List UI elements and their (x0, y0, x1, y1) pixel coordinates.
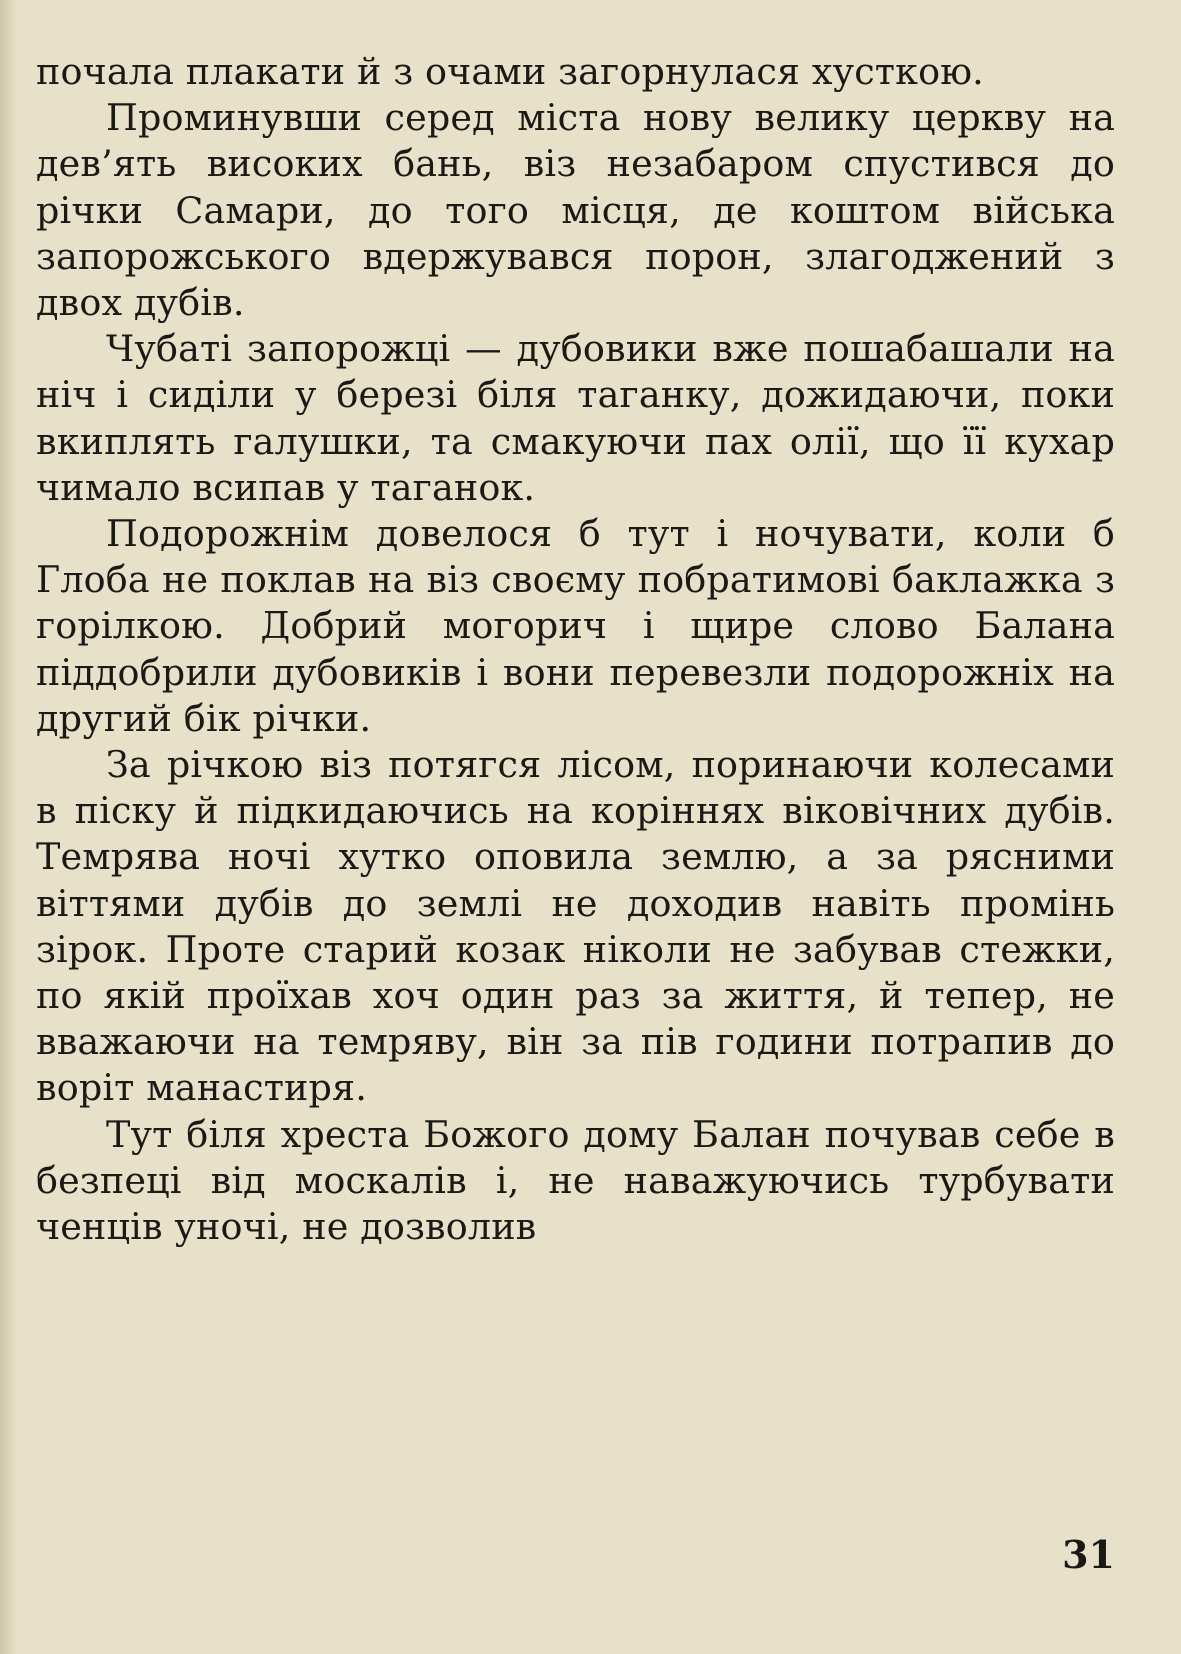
paragraph: Проминувши серед міста нову велику церкву на дев’ять високих бань, віз незабаром спустився до річки Самари, до того місця, де коштом війська запорожського вдержувався порон, злагоджений з двох дубів. (36, 96, 1115, 325)
paragraph: За річкою віз потягся лісом, поринаючи колесами в піску й підкидаючись на коріннях віковічних дубів. Темрява ночі хутко оповила землю, а за рясними віттями дубів до землі не доходив навіть промінь зірок. Проте старий козак ніколи не забував стежки, по якій проїхав хоч один раз за життя, й тепер, не вважаючи на темряву, він за пів години потрапив до воріт манастиря. (36, 743, 1115, 1110)
page-gutter-shadow (0, 0, 18, 1654)
paragraph: Подорожнім довелося б тут і ночувати, коли б Глоба не поклав на віз своєму побратимові баклажка з горілкою. Добрий могорич і щире слово Балана піддобрили дубовиків і вони перевезли подорожніх на другий бік річки. (36, 512, 1115, 740)
paragraph: Тут біля хреста Божого дому Балан почував себе в безпеці від москалів і, не наважуючись турбувати ченців уночі, не дозволив (36, 1112, 1115, 1249)
paragraph: почала плакати й з очами загорнулася хусткою. (36, 50, 984, 93)
page-number: 31 (1062, 1532, 1115, 1577)
paragraph: Чубаті запорожці — дубовики вже пошабашали на ніч і сиділи у березі біля таганку, дожидаючи, поки вкиплять галушки, та смакуючи пах олії, що її кухар чимало всипав у таганок. (36, 327, 1115, 509)
body-text (36, 49, 1115, 1250)
